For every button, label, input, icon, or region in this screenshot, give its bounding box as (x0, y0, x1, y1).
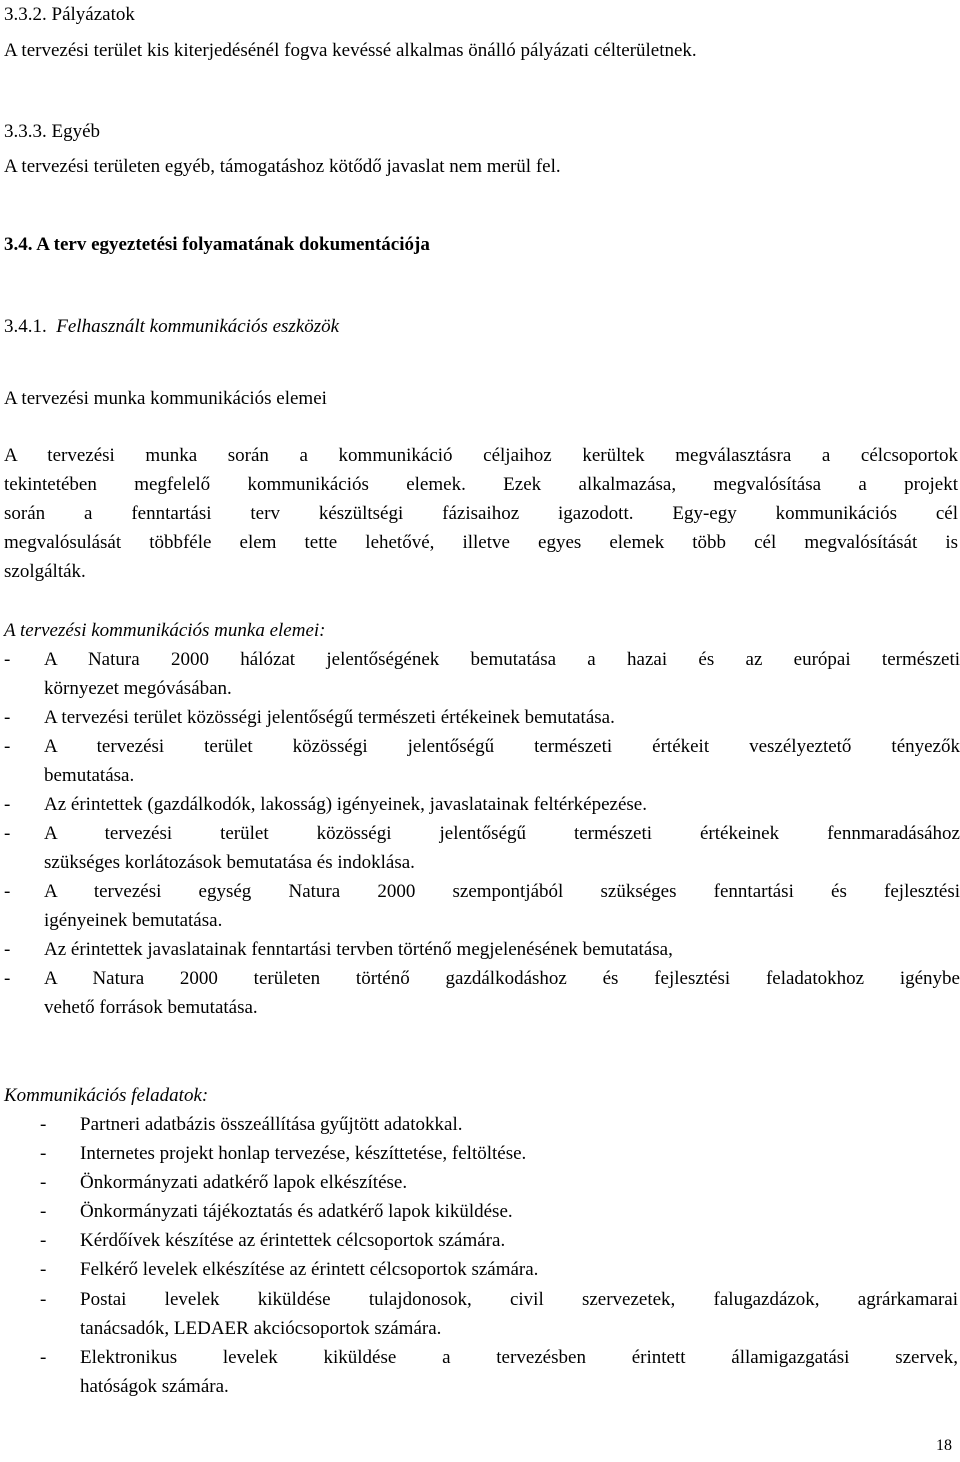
section-heading-3-3-3: 3.3.3. Egyéb (4, 121, 101, 142)
list-item: A Natura 2000 hálózat jelentőségének bemutatása a hazai és az európai természeti (44, 649, 960, 670)
section-title: Felhasznált kommunikációs eszközök (56, 316, 340, 337)
list-item-continuation: hatóságok számára. (80, 1376, 229, 1397)
list-dash: - (4, 736, 11, 757)
list-dash: - (40, 1143, 47, 1164)
list-item: Az érintettek javaslatainak fenntartási tervben történő megjelenésének bemutatása, (44, 939, 673, 960)
section-text-3-3-2: A tervezési terület kis kiterjedésénél fogva kevéssé alkalmas önálló pályázati célterületnek. (4, 40, 697, 61)
list-dash: - (40, 1259, 47, 1280)
list-dash: - (40, 1289, 47, 1310)
section-heading-3-3-2: 3.3.2. Pályázatok (4, 4, 135, 25)
list-item: A tervezési terület közösségi jelentőségű természeti értékeit veszélyeztető tényezők (44, 736, 960, 757)
list-item-continuation: szükséges korlátozások bemutatása és indoklása. (44, 852, 415, 873)
list-dash: - (40, 1172, 47, 1193)
list-dash: - (40, 1201, 47, 1222)
list-item: Az érintettek (gazdálkodók, lakosság) igényeinek, javaslatainak feltérképezése. (44, 794, 647, 815)
list-item: Felkérő levelek elkészítése az érintett célcsoportok számára. (80, 1259, 539, 1280)
list-item-continuation: tanácsadók, LEDAER akciócsoportok számára. (80, 1318, 442, 1339)
elements-list-title: A tervezési kommunikációs munka elemei: (4, 620, 326, 641)
paragraph-line: tekintetében megfelelő kommunikációs elemek. Ezek alkalmazása, megvalósítása a projekt (4, 474, 958, 495)
list-dash: - (4, 823, 11, 844)
list-dash: - (4, 968, 11, 989)
list-item: A Natura 2000 területen történő gazdálkodáshoz és fejlesztési feladatokhoz igénybe (44, 968, 960, 989)
list-dash: - (4, 649, 11, 670)
list-dash: - (4, 707, 11, 728)
list-item: Elektronikus levelek kiküldése a tervezésben érintett államigazgatási szervek, (80, 1347, 958, 1368)
list-dash: - (4, 939, 11, 960)
list-item: A tervezési terület közösségi jelentőségű természeti értékeinek fennmaradásához (44, 823, 960, 844)
list-dash: - (40, 1114, 47, 1135)
list-item: Kérdőívek készítése az érintettek célcsoportok számára. (80, 1230, 506, 1251)
section-number: 3.4.1. (4, 316, 47, 337)
list-item: Partneri adatbázis összeállítása gyűjtött adatokkal. (80, 1114, 463, 1135)
list-item: Önkormányzati adatkérő lapok elkészítése. (80, 1172, 408, 1193)
paragraph-line: szolgálták. (4, 561, 86, 582)
list-item: Önkormányzati tájékoztatás és adatkérő lapok kiküldése. (80, 1201, 513, 1222)
list-dash: - (40, 1347, 47, 1368)
list-item-continuation: vehető források bemutatása. (44, 997, 258, 1018)
paragraph-line: során a fenntartási terv készültségi fázisaihoz igazodott. Egy-egy kommunikációs cél (4, 503, 958, 524)
list-item-continuation: bemutatása. (44, 765, 135, 786)
subheading: A tervezési munka kommunikációs elemei (4, 388, 327, 409)
list-dash: - (4, 881, 11, 902)
section-heading-3-4: 3.4. A terv egyeztetési folyamatának dokumentációja (4, 234, 430, 255)
paragraph-line: megvalósulását többféle elem tette lehetővé, illetve egyes elemek több cél megvalósítását is (4, 532, 958, 553)
list-item-continuation: környezet megóvásában. (44, 678, 232, 699)
list-item: A tervezési egység Natura 2000 szempontjából szükséges fenntartási és fejlesztési (44, 881, 960, 902)
list-dash: - (40, 1230, 47, 1251)
section-heading-3-4-1 (4, 312, 339, 341)
list-item: A tervezési terület közösségi jelentőségű természeti értékeinek bemutatása. (44, 707, 615, 728)
list-item-continuation: igényeinek bemutatása. (44, 910, 223, 931)
page-number: 18 (936, 1437, 952, 1454)
list-item: Internetes projekt honlap tervezése, készíttetése, feltöltése. (80, 1143, 527, 1164)
tasks-list-title: Kommunikációs feladatok: (4, 1085, 209, 1106)
section-text-3-3-3: A tervezési területen egyéb, támogatáshoz kötődő javaslat nem merül fel. (4, 156, 561, 177)
list-dash: - (4, 794, 11, 815)
list-item: Postai levelek kiküldése tulajdonosok, civil szervezetek, falugazdázok, agrárkamarai (80, 1289, 958, 1310)
paragraph-line: A tervezési munka során a kommunikáció céljaihoz kerültek megválasztásra a célcsoportok (4, 445, 958, 466)
